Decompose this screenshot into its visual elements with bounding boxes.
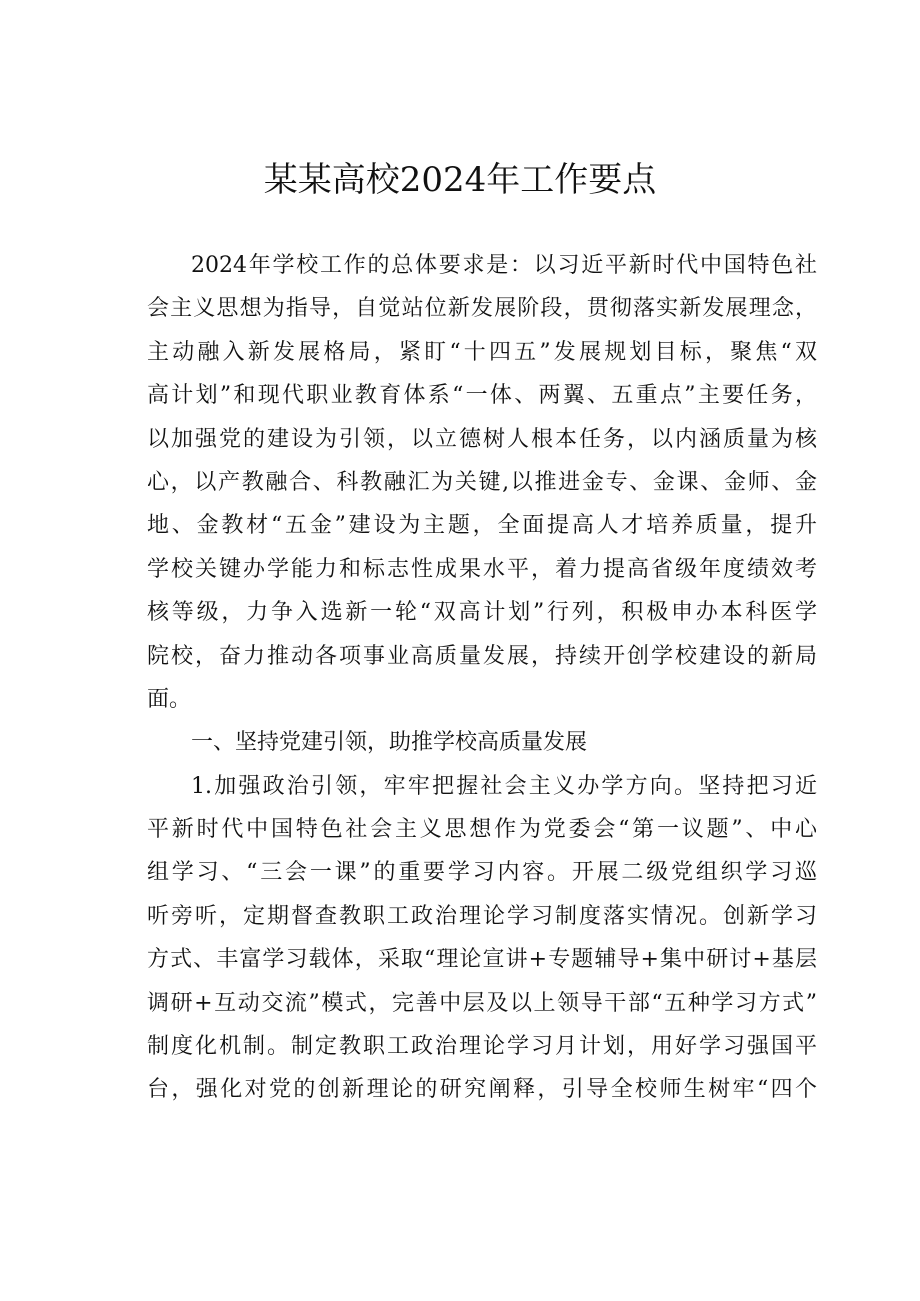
- paragraph-line: 平新时代中国特色社会主义思想作为党委会“第一议题”、中心: [147, 817, 817, 843]
- paragraph-line: 组学习、“三会一课”的重要学习内容。开展二级党组织学习巡: [147, 860, 817, 886]
- paragraph-line: 学校关键办学能力和标志性成果水平，着力提高省级年度绩效考: [147, 556, 817, 582]
- paragraph-line: 以加强党的建设为引领，以立德树人根本任务，以内涵质量为核: [147, 426, 817, 452]
- document-title: 某某高校2024年工作要点: [263, 160, 657, 200]
- paragraph-line: 核等级，力争入选新一轮“双高计划”行列，积极申办本科医学: [147, 600, 817, 626]
- paragraph-line: 院校，奋力推动各项事业高质量发展，持续开创学校建设的新局: [147, 643, 817, 669]
- paragraph-line: 心，以产教融合、科教融汇为关键,以推进金专、金课、金师、金: [147, 469, 817, 495]
- document-body: [147, 244, 817, 1112]
- paragraph-line: 主动融入新发展格局，紧盯“十四五”发展规划目标，聚焦“双: [147, 339, 817, 365]
- paragraph-line: 会主义思想为指导，自觉站位新发展阶段，贯彻落实新发展理念，: [147, 296, 817, 322]
- paragraph-line: 2024年学校工作的总体要求是：以习近平新时代中国特色社: [191, 253, 817, 278]
- paragraph-line: 地、金教材“五金”建设为主题，全面提高人才培养质量，提升: [147, 513, 817, 539]
- paragraph-line: 高计划”和现代职业教育体系“一体、两翼、五重点”主要任务，: [147, 383, 817, 409]
- paragraph-line: 面。: [147, 686, 192, 712]
- paragraph-line: 1.加强政治引领，牢牢把握社会主义办学方向。坚持把习近: [191, 773, 817, 799]
- paragraph-line: 调研+互动交流”模式，完善中层及以上领导干部“五种学习方式”: [147, 990, 817, 1016]
- paragraph-line: 制度化机制。制定教职工政治理论学习月计划，用好学习强国平: [147, 1034, 817, 1060]
- paragraph-line: 台，强化对党的创新理论的研究阐释，引导全校师生树牢“四个: [147, 1077, 817, 1103]
- section-heading: 一、坚持党建引领，助推学校高质量发展: [191, 730, 588, 756]
- paragraph-line: 方式、丰富学习载体，采取“理论宣讲+专题辅导+集中研讨+基层: [147, 947, 817, 973]
- paragraph-line: 听旁听，定期督查教职工政治理论学习制度落实情况。创新学习: [147, 903, 817, 929]
